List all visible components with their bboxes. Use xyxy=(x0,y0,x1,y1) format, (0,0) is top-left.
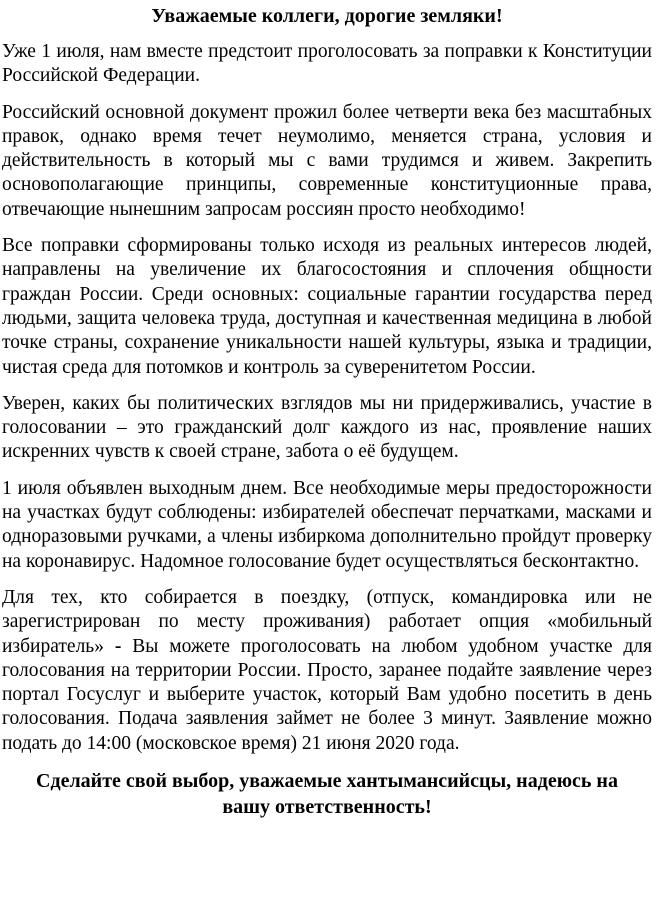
closing-statement: Сделайте свой выбор, уважаемые хантымансийсцы, надеюсь на вашу ответственность! xyxy=(36,770,618,819)
mobile-voter-text-start: Для тех, кто собирается в поездку, (отпуск, командировка или не зарегистрирован по месту проживания) работает опция «мобильный избиратель» xyxy=(2,586,652,657)
mobile-voter-text-end: Вы можете проголосовать на любом удобном участке для голосования на территории России. Просто, заранее подайте заявление через портал Госуслуг и выберите участок, который Вам удобно посетить в день голосования. Подача заявления займет не более 3 минут. Заявление можно подать до 14:00 (московское время) 21 июня 2020 года. xyxy=(2,635,652,754)
mobile-voter-dash: - xyxy=(114,635,122,657)
paragraph-civic-duty: Уверен, каких бы политических взглядов мы ни придерживались, участие в голосовании – это гражданский долг каждого из нас, проявление наших искренних чувств к своей стране, забота о её будущем. xyxy=(2,392,652,463)
paragraph-constitution-age: Российский основной документ прожил более четверти века без масштабных правок, однако время течет неумолимо, меняется страна, условия и действительность в который мы с вами трудимся и живем. Закрепить основополагающие принципы, современные конституционные права, отвечающие нынешним запросам россиян просто необходимо! xyxy=(2,101,652,220)
paragraph-amendments: Все поправки сформированы только исходя из реальных интересов людей, направлены на увеличение их благосостояния и сплочения общности граждан России. Среди основных: социальные гарантии государства перед людьми, защита человека труда, доступная и качественная медицина в любой точке страны, сохранение уникальности нашей культуры, языка и традиции, чистая среда для потомков и контроль за суверенитетом России. xyxy=(2,235,652,378)
paragraph-mobile-voter xyxy=(2,586,652,756)
letter-title: Уважаемые коллеги, дорогие земляки! xyxy=(151,5,503,27)
paragraph-safety-measures: 1 июля объявлен выходным днем. Все необходимые меры предосторожности на участках будут соблюдены: избирателей обеспечат перчатками, масками и одноразовыми ручками, а члены избиркома дополнительно пройдут проверку на коронавирус. Надомное голосование будет осуществляться бесконтактно. xyxy=(2,477,652,572)
paragraph-vote-date: Уже 1 июля, нам вместе предстоит проголосовать за поправки к Конституции Российской Федерации. xyxy=(2,41,652,87)
